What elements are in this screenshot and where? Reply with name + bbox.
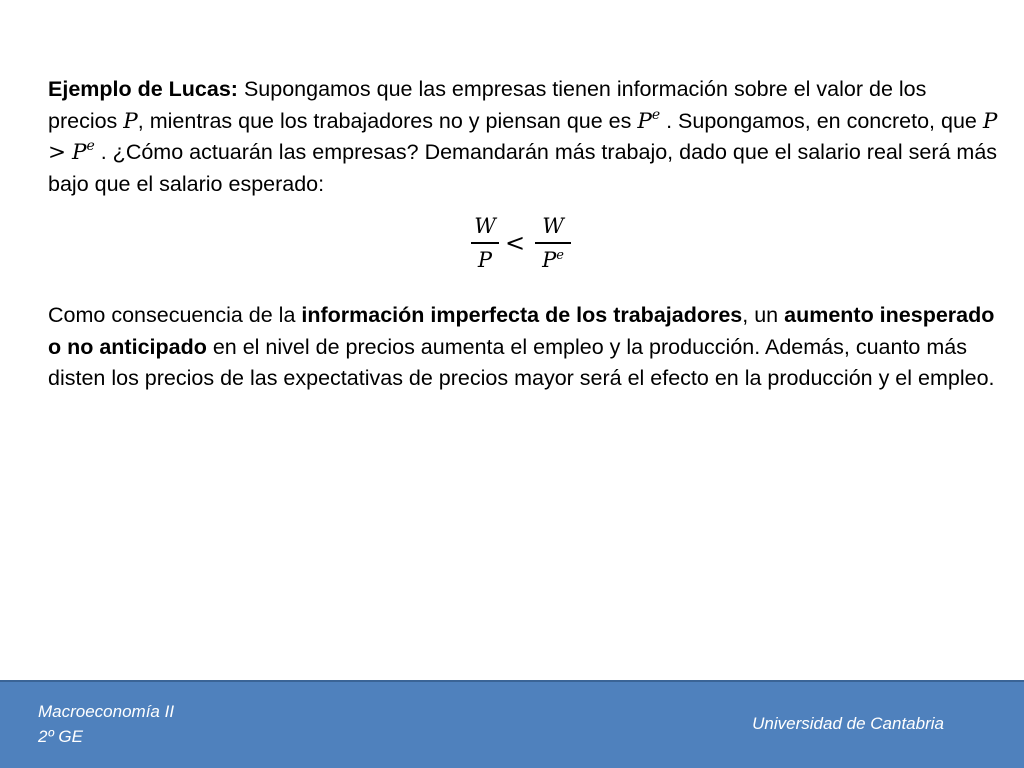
math-pe-inequality-base: P [72, 140, 87, 165]
footer-course-info [38, 699, 174, 749]
fraction-right-denominator [540, 246, 566, 274]
fraction-right-denominator-base: P [542, 247, 557, 272]
math-p-inequality: P [982, 108, 998, 134]
footer-group: 2º GE [38, 727, 83, 746]
paragraph1-text-3: . Supongamos, en concreto, que [660, 108, 983, 133]
less-than-operator: < [505, 229, 526, 257]
fraction-left-denominator: P [477, 247, 493, 272]
paragraph2-text-2: , un [742, 303, 785, 327]
real-wage-inequality [48, 212, 998, 292]
paragraph1-text-4: . ¿Cómo actuarán las empresas? Demandarán más trabajo, dado que el salario real será más bajo que el salario esperado: [48, 140, 998, 196]
paragraph2-bold-2: aumento inesperado o no anticipado [48, 303, 995, 359]
paragraph2-text-3: en el nivel de precios aumenta el empleo y la producción. Además, cuanto más disten los precios de las expectativas de precios mayor será el efecto en la producción y el empleo. [48, 334, 995, 390]
paragraph1-text-2: , mientras que los trabajadores no y piensan que es [137, 108, 638, 133]
math-p: P [123, 108, 138, 134]
lucas-example-paragraph [48, 74, 998, 200]
paragraph1-text-1: Supongamos que las empresas tienen información sobre el valor de los precios [48, 77, 927, 133]
fraction-w-over-pe [535, 212, 571, 274]
footer-university: Universidad de Cantabria [752, 714, 944, 733]
math-pe-base: P [637, 108, 652, 134]
fraction-right-denominator-superscript: e [556, 247, 564, 263]
math-greater-than: > [48, 140, 67, 165]
fraction-right-bar [535, 242, 571, 244]
fraction-w-over-p [471, 212, 499, 274]
slide-content [48, 74, 998, 395]
footer-course-name: Macroeconomía II [38, 702, 175, 721]
math-pe-inequality-superscript: e [86, 138, 95, 154]
fraction-right-numerator: W [542, 214, 564, 238]
paragraph2-text-1: Como consecuencia de la [48, 303, 302, 327]
paragraph2-bold-1: información imperfecta de los trabajadores [301, 303, 743, 327]
lucas-example-heading: Ejemplo de Lucas: [48, 77, 238, 101]
consequence-paragraph [48, 300, 998, 395]
slide-footer [0, 680, 1024, 768]
fraction-left-bar [471, 242, 499, 244]
math-pe-superscript: e [651, 106, 661, 123]
fraction-left-numerator: W [474, 214, 496, 238]
